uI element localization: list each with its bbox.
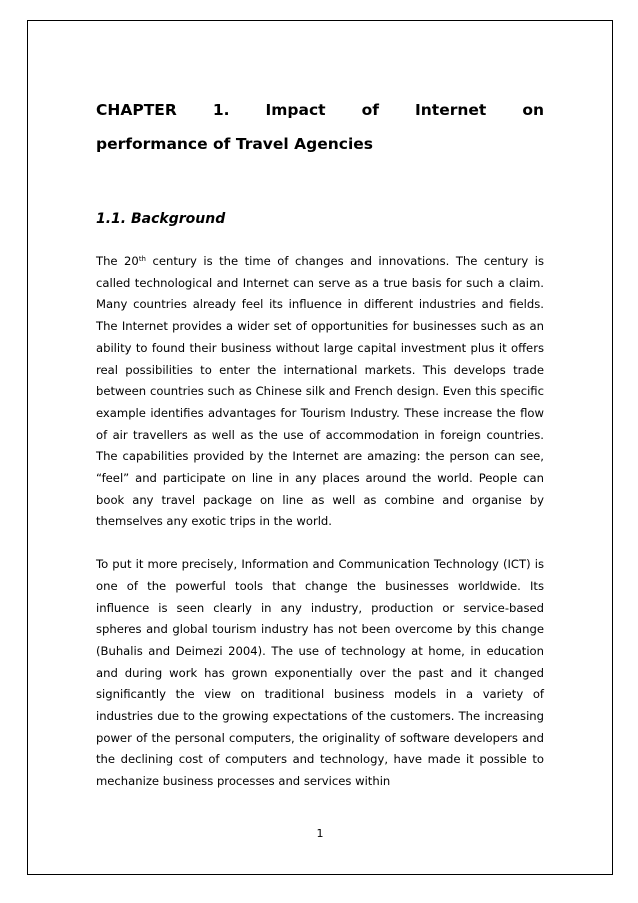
paragraph-body: century is the time of changes and innovations. The century is called technological and Internet can serve as a true basis for such a claim. Many countries already feel its influence in different industries and fields. The Internet provides a wider set of opportunities for businesses such as an ability to found their business without large capital investment plus it offers real possibilities to enter the international markets. This develops trade between countries such as Chinese silk and French design. Even this specific example identifies advantages for Tourism Industry. These increase the flow of air travellers as well as the use of accommodation in foreign countries. The capabilities provided by the Internet are amazing: the person can see, “feel” and participate on line in any places around the world. People can book any travel package on line as well as combine and organise by themselves any exotic trips in the world. bbox=[96, 254, 544, 529]
document-page bbox=[27, 20, 613, 875]
chapter-heading-line2: performance of Travel Agencies bbox=[96, 135, 373, 153]
chapter-word: Internet bbox=[414, 101, 487, 119]
chapter-heading bbox=[96, 93, 544, 161]
chapter-word: 1. bbox=[212, 101, 230, 119]
chapter-word: Impact bbox=[265, 101, 326, 119]
chapter-heading-line1 bbox=[96, 93, 544, 127]
paragraph-ict: To put it more precisely, Information and Communication Technology (ICT) is one of the powerful tools that change the businesses worldwide. Its influence is seen clearly in any industry, production or service-based spheres and global tourism industry has not been overcome by this change (Buhalis and Deimezi 2004). The use of technology at home, in education and during work has grown exponentially over the past and it changed significantly the view on traditional business models in a variety of industries due to the growing expectations of the customers. The increasing power of the personal computers, the originality of software developers and the declining cost of computers and technology, have made it possible to mechanize business processes and services within bbox=[96, 557, 544, 789]
ordinal-superscript: th bbox=[138, 255, 146, 263]
section-heading: 1.1. Background bbox=[96, 211, 226, 227]
paragraph-lead: The 20 bbox=[96, 254, 139, 268]
paragraph-background bbox=[96, 251, 544, 533]
chapter-word: of bbox=[361, 101, 379, 119]
chapter-word: CHAPTER bbox=[96, 101, 177, 119]
page-number: 1 bbox=[316, 827, 324, 840]
chapter-word: on bbox=[522, 101, 544, 119]
page-content bbox=[96, 93, 544, 793]
